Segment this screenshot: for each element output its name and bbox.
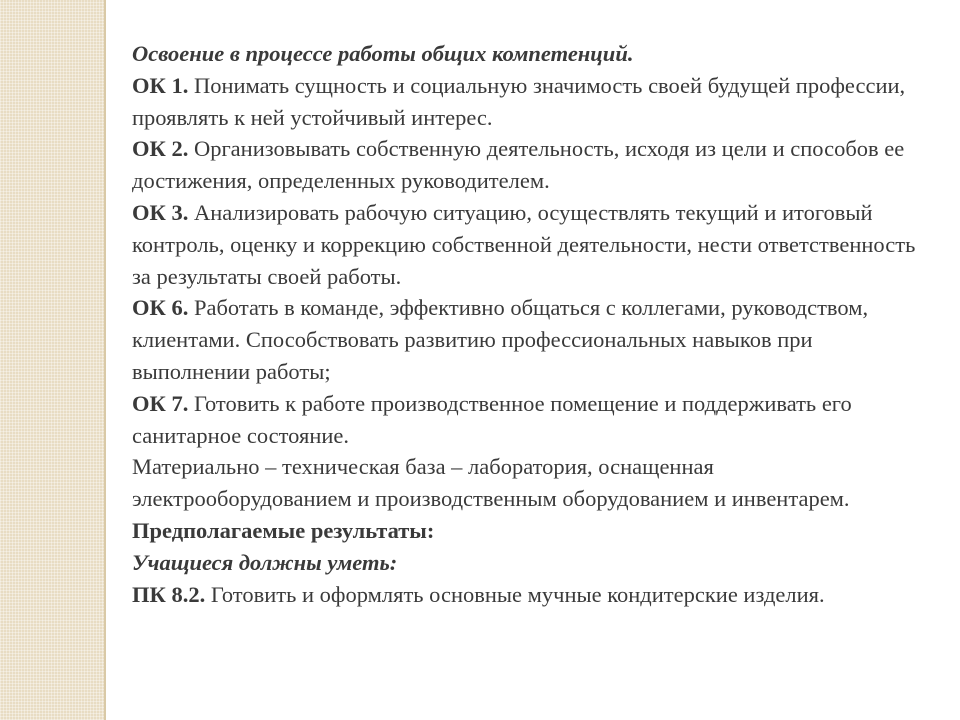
competency-code: ОК 1. [132,72,189,98]
competency-item [132,292,932,387]
competency-text: Анализировать рабочую ситуацию, осуществлять текущий и итоговый контроль, оценку и коррекцию собственной деятельности, нести ответственность за результаты своей работы. [132,199,916,289]
pk-code: ПК 8.2. [132,581,206,607]
students-heading: Учащиеся должны уметь: [132,549,398,575]
side-divider [104,0,106,720]
competency-code: ОК 2. [132,136,189,162]
competency-item [132,133,932,197]
competency-text: Организовывать собственную деятельность, исходя из цели и способов ее достижения, определенных руководителем. [132,136,905,194]
competency-code: ОК 3. [132,199,189,225]
pk-text: Готовить и оформлять основные мучные кондитерские изделия. [205,581,825,607]
professional-competency-item [132,579,932,611]
competency-text: Работать в команде, эффективно общаться с коллегами, руководством, клиентами. Способствовать развитию профессиональных навыков при выполнении работы; [132,295,869,384]
decorative-side-band [0,0,104,720]
competency-code: ОК 6. [132,295,189,321]
competency-item [132,70,932,134]
competency-item [132,388,932,452]
material-base-text: Материально – техническая база – лаборатория, оснащенная электрооборудованием и производственным оборудованием и инвентарем. [132,454,850,512]
competency-item [132,197,932,292]
competency-text: Понимать сущность и социальную значимость своей будущей профессии, проявлять к ней устойчивый интерес. [132,72,906,130]
slide-heading: Освоение в процессе работы общих компетенций. [132,41,634,66]
slide-content [132,38,932,610]
results-heading: Предполагаемые результаты: [132,517,435,543]
competency-text: Готовить к работе производственное помещение и поддерживать его санитарное состояние. [132,390,852,448]
competency-code: ОК 7. [132,390,189,416]
